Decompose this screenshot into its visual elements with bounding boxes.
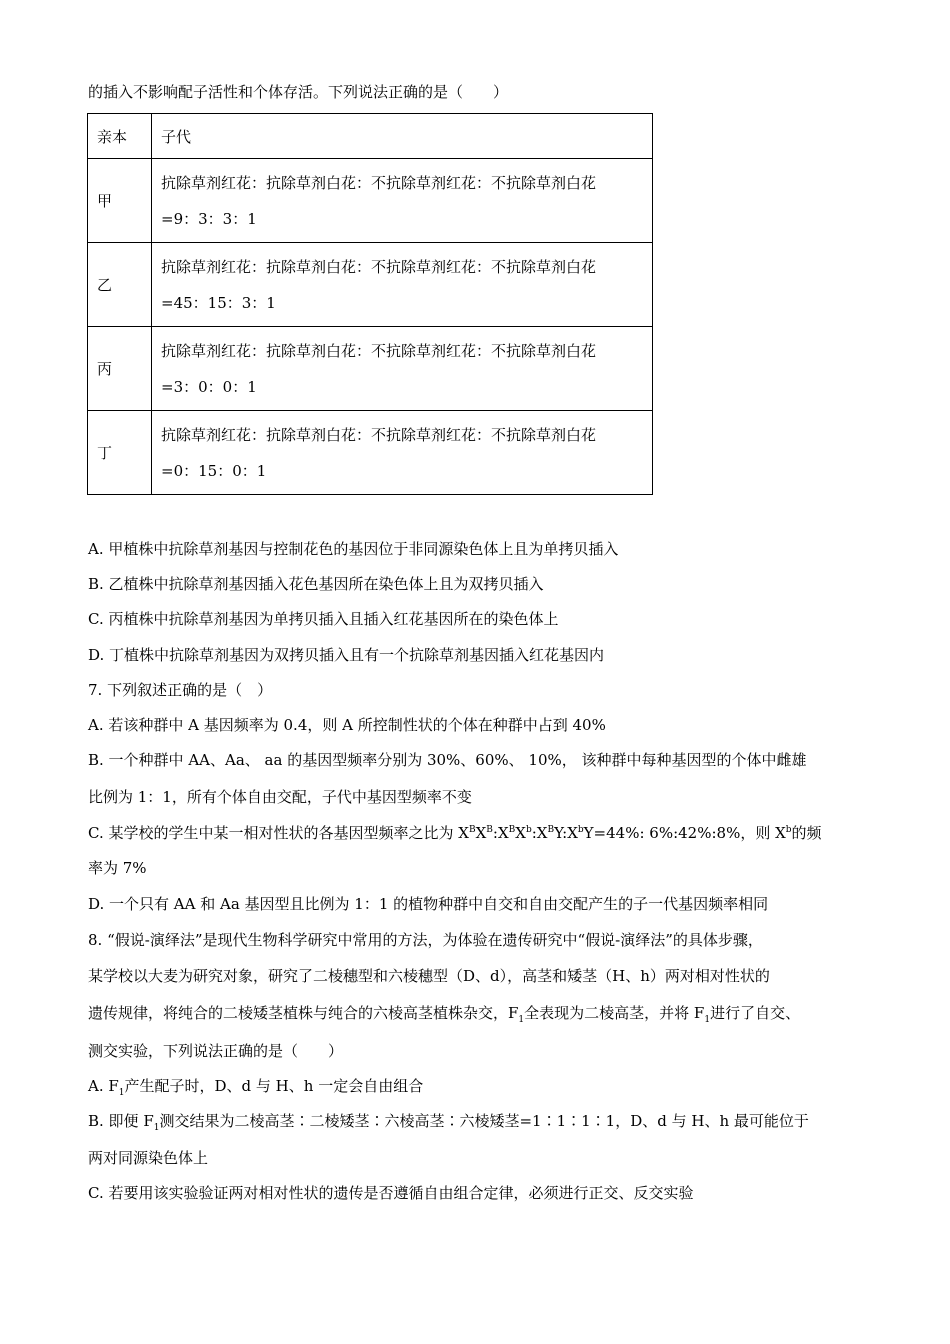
header-offspring: 子代 [152, 114, 653, 159]
table-row [88, 159, 653, 243]
table-row [88, 411, 653, 495]
offspring-cell [152, 411, 653, 495]
q7-option-a: A. 若该种群中 A 基因频率为 0.4，则 A 所控制性状的个体在种群中占到 40% [88, 716, 606, 734]
offspring-ratio-values: =0：15：0：1 [161, 461, 267, 480]
header-parent: 亲本 [88, 114, 152, 159]
q6-option-a: A. 甲植株中抗除草剂基因与控制花色的基因位于非同源染色体上且为单拷贝插入 [88, 540, 619, 558]
offspring-ratio-labels: 抗除草剂红花：抗除草剂白花：不抗除草剂红花：不抗除草剂白花 [161, 257, 597, 276]
q7-option-c: C. 某学校的学生中某一相对性状的各基因型频率之比为 $X^BX^B:X^BX^b:X^BY:X^bY=44\%$: 6%:42%:8%，则 $X^b$的频 [88, 824, 822, 842]
table-row [88, 243, 653, 327]
table-row [88, 327, 653, 411]
q8-stem-line-2: 某学校以大麦为研究对象，研究了二棱穗型和六棱穗型（D、d），高茎和矮茎（H、h）两对相对性状的 [88, 967, 770, 985]
offspring-ratio-labels: 抗除草剂红花：抗除草剂白花：不抗除草剂红花：不抗除草剂白花 [161, 173, 597, 192]
q6-option-b: B. 乙植株中抗除草剂基因插入花色基因所在染色体上且为双拷贝插入 [88, 575, 544, 593]
q8-stem-line-1: 8. “假说-演绎法”是现代生物科学研究中常用的方法，为体验在遗传研究中“假说-演绎法”的具体步骤， [88, 931, 763, 949]
q7-option-b-continued: 比例为 1：1，所有个体自由交配，子代中基因型频率不变 [88, 788, 472, 806]
offspring-ratio-labels: 抗除草剂红花：抗除草剂白花：不抗除草剂红花：不抗除草剂白花 [161, 341, 597, 360]
q7-option-c-continued: 率为 7% [88, 859, 147, 877]
q6-option-c: C. 丙植株中抗除草剂基因为单拷贝插入且插入红花基因所在的染色体上 [88, 610, 559, 628]
offspring-table [87, 113, 653, 495]
q8-stem-line-4: 测交实验，下列说法正确的是（ ） [88, 1042, 344, 1060]
q8-option-b: B. 即便 $F_1$测交结果为二棱高茎∶二棱矮茎∶六棱高茎∶六棱矮茎=1∶1∶1∶1，D、d 与 H、h 最可能位于 [88, 1112, 809, 1133]
q8-stem-line-3: 遗传规律，将纯合的二棱矮茎植株与纯合的六棱高茎植株杂交，$F_1$全表现为二棱高茎，并将 $F_1$进行了自交、 [88, 1004, 801, 1025]
q6-option-d: D. 丁植株中抗除草剂基因为双拷贝插入且有一个抗除草剂基因插入红花基因内 [88, 646, 605, 664]
q7-stem: 7. 下列叙述正确的是（ ） [88, 681, 273, 699]
question-6-stem-tail: 的插入不影响配子活性和个体存活。下列说法正确的是（ ） [88, 83, 509, 101]
offspring-ratio-labels: 抗除草剂红花：抗除草剂白花：不抗除草剂红花：不抗除草剂白花 [161, 425, 597, 444]
q7-option-d: D. 一个只有 AA 和 Aa 基因型且比例为 1：1 的植物种群中自交和自由交配产生的子一代基因频率相同 [88, 895, 769, 913]
offspring-cell [152, 159, 653, 243]
parent-cell: 丙 [88, 327, 152, 411]
offspring-cell [152, 243, 653, 327]
parent-cell: 丁 [88, 411, 152, 495]
q8-option-b-continued: 两对同源染色体上 [88, 1149, 209, 1167]
offspring-cell [152, 327, 653, 411]
q7-option-b: B. 一个种群中 AA、Aa、 aa 的基因型频率分别为 30%、60%、 10%， 该种群中每种基因型的个体中雌雄 [88, 751, 807, 769]
q8-option-c: C. 若要用该实验验证两对相对性状的遗传是否遵循自由组合定律，必须进行正交、反交实验 [88, 1184, 694, 1202]
parent-cell: 甲 [88, 159, 152, 243]
parent-cell: 乙 [88, 243, 152, 327]
offspring-ratio-values: =3：0：0：1 [161, 377, 257, 396]
offspring-ratio-values: =9：3：3：1 [161, 209, 257, 228]
offspring-ratio-values: =45：15：3：1 [161, 293, 276, 312]
q8-option-a: A. $F_1$产生配子时，D、d 与 H、h 一定会自由组合 [88, 1077, 424, 1098]
table-header-row [88, 114, 653, 159]
